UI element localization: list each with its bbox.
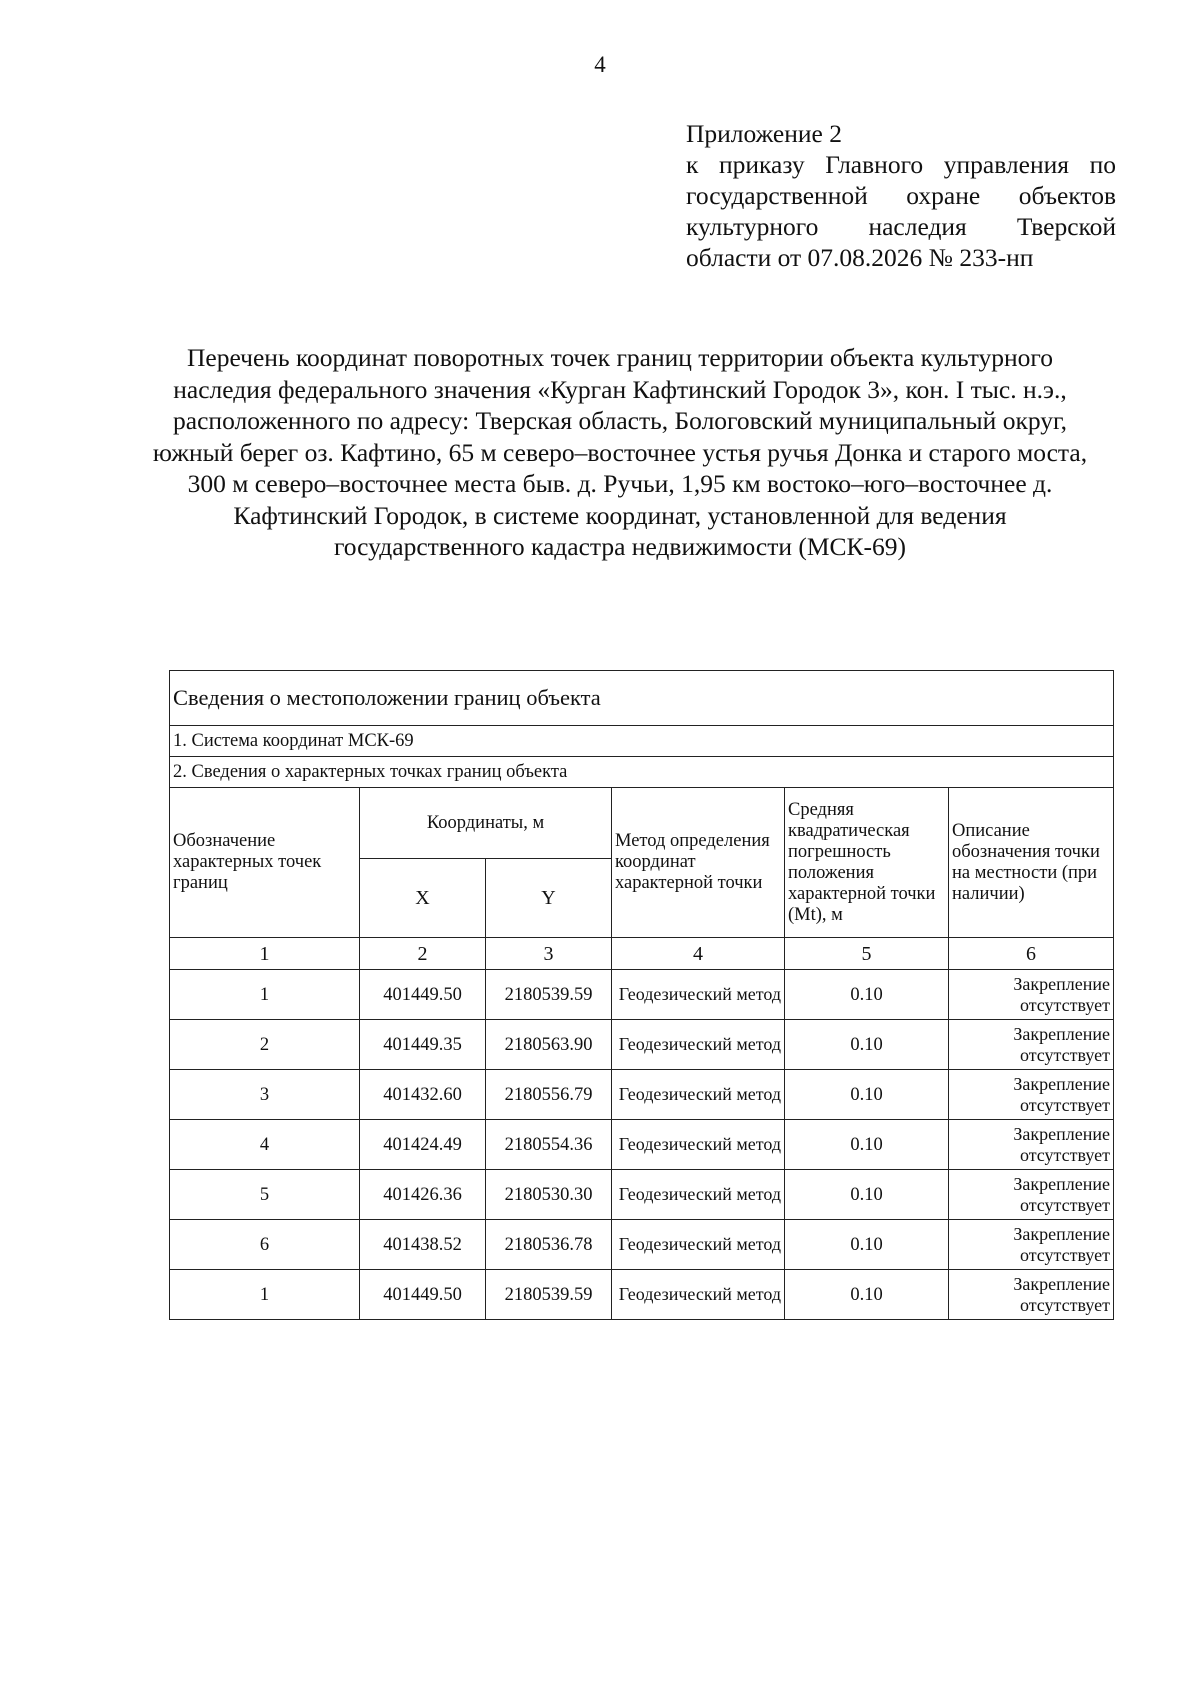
error-cell: 0.10 — [785, 1070, 949, 1120]
error-cell: 0.10 — [785, 1220, 949, 1270]
column-number: 2 — [360, 938, 486, 970]
coordinate-system-row: 1. Система координат МСК-69 — [170, 726, 1114, 757]
header-error: Средняя квадратическая погрешность положения характерной точки (Mt), м — [785, 788, 949, 938]
y-cell: 2180554.36 — [486, 1120, 612, 1170]
error-cell: 0.10 — [785, 970, 949, 1020]
y-cell: 2180556.79 — [486, 1070, 612, 1120]
point-cell: 2 — [170, 1020, 360, 1070]
method-cell: Геодезический метод — [612, 970, 785, 1020]
point-cell: 6 — [170, 1220, 360, 1270]
section-title: Сведения о местоположении границ объекта — [170, 671, 1114, 726]
column-number: 4 — [612, 938, 785, 970]
description-cell: Закрепление отсутствует — [949, 1070, 1114, 1120]
column-number: 3 — [486, 938, 612, 970]
error-cell: 0.10 — [785, 1120, 949, 1170]
header-y: Y — [486, 859, 612, 938]
table-row — [170, 1270, 1114, 1320]
description-cell: Закрепление отсутствует — [949, 970, 1114, 1020]
y-cell: 2180539.59 — [486, 1270, 612, 1320]
description-cell: Закрепление отсутствует — [949, 1270, 1114, 1320]
x-cell: 401449.35 — [360, 1020, 486, 1070]
appendix-block — [686, 118, 1116, 273]
column-number: 5 — [785, 938, 949, 970]
error-cell: 0.10 — [785, 1270, 949, 1320]
coordinates-table — [169, 670, 1114, 1320]
method-cell: Геодезический метод — [612, 1270, 785, 1320]
table-row — [170, 1120, 1114, 1170]
method-cell: Геодезический метод — [612, 1070, 785, 1120]
page-number: 4 — [594, 52, 606, 77]
method-cell: Геодезический метод — [612, 1220, 785, 1270]
header-designation: Обозначение характерных точек границ — [170, 788, 360, 938]
appendix-text: к приказу Главного управления по государственной охране объектов культурного наследия Тверской области от 07.08.2026 № 233-нп — [686, 150, 1116, 272]
x-cell: 401449.50 — [360, 970, 486, 1020]
y-cell: 2180536.78 — [486, 1220, 612, 1270]
x-cell: 401426.36 — [360, 1170, 486, 1220]
x-cell: 401449.50 — [360, 1270, 486, 1320]
method-cell: Геодезический метод — [612, 1120, 785, 1170]
x-cell: 401424.49 — [360, 1120, 486, 1170]
description-cell: Закрепление отсутствует — [949, 1170, 1114, 1220]
header-method: Метод определения координат характерной точки — [612, 788, 785, 938]
x-cell: 401432.60 — [360, 1070, 486, 1120]
table-row — [170, 970, 1114, 1020]
point-cell: 5 — [170, 1170, 360, 1220]
error-cell: 0.10 — [785, 1170, 949, 1220]
y-cell: 2180530.30 — [486, 1170, 612, 1220]
method-cell: Геодезический метод — [612, 1020, 785, 1070]
header-coordinates: Координаты, м — [360, 788, 612, 859]
description-cell: Закрепление отсутствует — [949, 1220, 1114, 1270]
method-cell: Геодезический метод — [612, 1170, 785, 1220]
description-cell: Закрепление отсутствует — [949, 1020, 1114, 1070]
point-cell: 4 — [170, 1120, 360, 1170]
table-row — [170, 1220, 1114, 1270]
column-number: 1 — [170, 938, 360, 970]
point-cell: 3 — [170, 1070, 360, 1120]
points-title-row: 2. Сведения о характерных точках границ объекта — [170, 757, 1114, 788]
table-row — [170, 1020, 1114, 1070]
header-description: Описание обозначения точки на местности (при наличии) — [949, 788, 1114, 938]
table-row — [170, 1170, 1114, 1220]
table-row — [170, 1070, 1114, 1120]
error-cell: 0.10 — [785, 1020, 949, 1070]
appendix-title: Приложение 2 — [686, 119, 842, 148]
column-number: 6 — [949, 938, 1114, 970]
point-cell: 1 — [170, 970, 360, 1020]
description-cell: Закрепление отсутствует — [949, 1120, 1114, 1170]
header-x: X — [360, 859, 486, 938]
point-cell: 1 — [170, 1270, 360, 1320]
y-cell: 2180539.59 — [486, 970, 612, 1020]
x-cell: 401438.52 — [360, 1220, 486, 1270]
document-title: Перечень координат поворотных точек границ территории объекта культурного наследия федерального значения «Курган Кафтинский Городок 3», кон. I тыс. н.э., расположенного по адресу: Тверская область, Бологовский муниципальный округ, южный берег оз. Кафтино, 65 м северо–восточнее устья ручья Донка и старого моста, 300 м северо–восточнее места быв. д. Ручьи, 1,95 км востоко–юго–восточнее д. Кафтинский Городок, в системе координат, установленной для ведения государственного кадастра недвижимости (МСК-69) — [152, 343, 1088, 561]
y-cell: 2180563.90 — [486, 1020, 612, 1070]
